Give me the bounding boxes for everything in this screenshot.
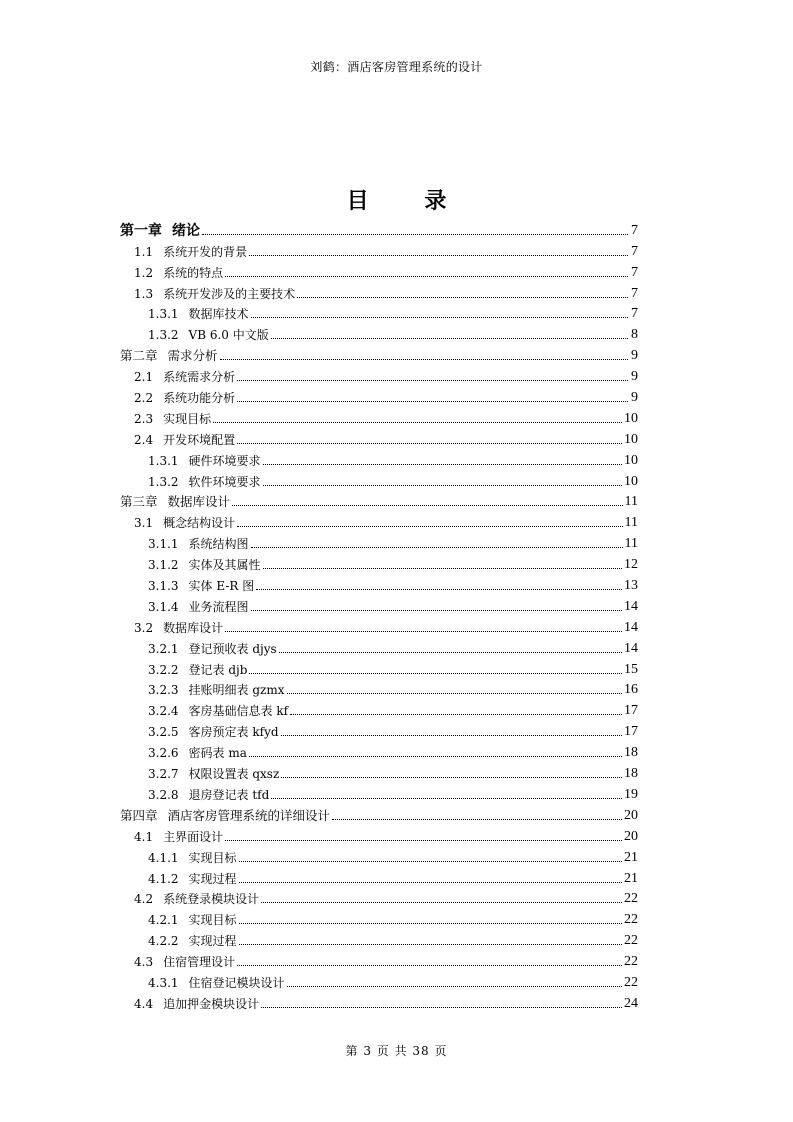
toc-entry-number: 3.2.4 bbox=[148, 704, 179, 719]
toc-entry-label: 硬件环境要求 bbox=[188, 453, 261, 468]
toc-entry-number: 第四章 bbox=[120, 807, 158, 823]
dot-leader bbox=[290, 714, 622, 715]
toc-entry-page-number: 15 bbox=[624, 661, 638, 677]
toc-entry-number: 4.2.1 bbox=[148, 913, 179, 928]
dot-leader bbox=[287, 693, 622, 694]
toc-entry[interactable] bbox=[120, 238, 638, 259]
toc-entry-label: 系统功能分析 bbox=[163, 391, 236, 406]
toc-entry-number: 2.2 bbox=[134, 391, 154, 406]
toc-title: 目 录 bbox=[346, 189, 471, 214]
toc-entry-page-number: 18 bbox=[624, 766, 638, 782]
toc-entry-label: 开发环境配置 bbox=[163, 432, 236, 447]
toc-entry-number: 第二章 bbox=[120, 348, 158, 364]
toc-entry[interactable] bbox=[120, 280, 638, 301]
toc-entry-page-number: 22 bbox=[624, 974, 638, 990]
toc-entry[interactable] bbox=[120, 614, 638, 635]
toc-entry[interactable] bbox=[120, 217, 638, 238]
toc-entry-label: 密码表 ma bbox=[188, 746, 247, 761]
dot-leader bbox=[220, 359, 628, 360]
toc-entry-number: 4.1.1 bbox=[148, 850, 179, 865]
dot-leader bbox=[251, 547, 623, 548]
toc-entry-page-number: 7 bbox=[631, 306, 638, 322]
toc-entry-label: 绪论 bbox=[172, 222, 200, 239]
toc-entry-label: 系统的特点 bbox=[163, 265, 224, 280]
toc-entry-number: 第一章 bbox=[120, 222, 162, 239]
dot-leader bbox=[237, 380, 628, 381]
toc-entry-number: 4.1.2 bbox=[148, 871, 179, 886]
dot-leader bbox=[249, 673, 622, 674]
toc-entry-number: 1.1 bbox=[134, 244, 154, 259]
toc-entry[interactable] bbox=[120, 468, 638, 489]
toc-entry[interactable] bbox=[120, 301, 638, 322]
toc-entry[interactable] bbox=[120, 906, 638, 927]
dot-leader bbox=[251, 317, 628, 318]
toc-entry-page-number: 9 bbox=[631, 369, 638, 385]
toc-entry-page-number: 16 bbox=[624, 682, 638, 698]
toc-entry-number: 1.3 bbox=[134, 286, 154, 301]
toc-entry-number: 2.3 bbox=[134, 411, 154, 426]
toc-entry-page-number: 21 bbox=[624, 849, 638, 865]
dot-leader bbox=[263, 464, 622, 465]
toc-entry[interactable] bbox=[120, 948, 638, 969]
toc-entry-label: 实体 E-R 图 bbox=[188, 579, 255, 594]
toc-entry-number: 3.1.4 bbox=[148, 599, 179, 614]
toc-entry-number: 4.4 bbox=[134, 996, 154, 1011]
toc-entry-label: 酒店客房管理系统的详细设计 bbox=[167, 807, 331, 823]
toc-entry[interactable] bbox=[120, 677, 638, 698]
toc-entry-label: 系统登录模块设计 bbox=[163, 892, 260, 907]
dot-leader bbox=[256, 589, 622, 590]
toc-entry-page-number: 13 bbox=[624, 578, 638, 594]
dot-leader bbox=[225, 840, 622, 841]
toc-entry-label: 系统开发涉及的主要技术 bbox=[163, 286, 296, 301]
toc-entry-label: 概念结构设计 bbox=[163, 516, 236, 531]
toc-entry-label: 数据库设计 bbox=[167, 494, 231, 510]
toc-entry-label: 实现目标 bbox=[188, 913, 237, 928]
toc-entry-number: 4.2 bbox=[134, 892, 154, 907]
toc-entry-number: 4.3.1 bbox=[148, 975, 179, 990]
toc-entry-number: 3.2.7 bbox=[148, 767, 179, 782]
toc-entry-label: 权限设置表 qxsz bbox=[188, 767, 280, 782]
dot-leader bbox=[239, 944, 622, 945]
toc-entry-label: 退房登记表 tfd bbox=[188, 787, 270, 802]
toc-entry-label: 主界面设计 bbox=[163, 829, 224, 844]
toc-entry-label: 数据库设计 bbox=[163, 620, 224, 635]
toc-entry-number: 2.1 bbox=[134, 370, 154, 385]
toc-entry[interactable] bbox=[120, 426, 638, 447]
toc-entry[interactable] bbox=[120, 739, 638, 760]
dot-leader bbox=[249, 756, 622, 757]
toc-entry-page-number: 7 bbox=[631, 243, 638, 259]
toc-entry-label: 追加押金模块设计 bbox=[163, 996, 260, 1011]
dot-leader bbox=[263, 485, 622, 486]
toc-entry[interactable] bbox=[120, 781, 638, 802]
toc-entry-page-number: 7 bbox=[631, 264, 638, 280]
toc-entry-page-number: 24 bbox=[624, 995, 638, 1011]
dot-leader bbox=[213, 422, 622, 423]
toc-entry[interactable] bbox=[120, 321, 638, 342]
toc-entry-number: 1.2 bbox=[134, 265, 154, 280]
toc-entry-number: 3.1.2 bbox=[148, 558, 179, 573]
dot-leader bbox=[281, 735, 622, 736]
toc-entry-label: 系统开发的背景 bbox=[163, 244, 248, 259]
toc-entry-label: 客房基础信息表 kf bbox=[188, 704, 289, 719]
toc-entry-number: 1.3.2 bbox=[148, 474, 179, 489]
toc-entry-number: 4.3 bbox=[134, 955, 154, 970]
toc-entry-label: 客房预定表 kfyd bbox=[188, 725, 279, 740]
toc-entry-label: 住宿登记模块设计 bbox=[188, 975, 285, 990]
toc-entry[interactable] bbox=[120, 635, 638, 656]
toc-entry-label: 实现目标 bbox=[188, 850, 237, 865]
dot-leader bbox=[237, 965, 622, 966]
toc-entry-label: 需求分析 bbox=[167, 348, 218, 364]
toc-entry[interactable] bbox=[120, 656, 638, 677]
toc-entry-number: 第三章 bbox=[120, 494, 158, 510]
toc-entry-page-number: 20 bbox=[624, 828, 638, 844]
dot-leader bbox=[237, 401, 628, 402]
dot-leader bbox=[239, 861, 622, 862]
toc-entry-page-number: 14 bbox=[624, 619, 638, 635]
toc-entry-number: 3.2.2 bbox=[148, 662, 179, 677]
toc-entry-number: 3.1.1 bbox=[148, 537, 179, 552]
toc-entry[interactable] bbox=[120, 886, 638, 907]
toc-entry-page-number: 20 bbox=[624, 807, 638, 823]
toc-entry-number: 3.2.3 bbox=[148, 683, 179, 698]
toc-entry-label: 实现过程 bbox=[188, 934, 237, 949]
toc-entry-page-number: 8 bbox=[631, 327, 638, 343]
dot-leader bbox=[281, 777, 622, 778]
dot-leader bbox=[239, 923, 622, 924]
toc-entry[interactable] bbox=[120, 718, 638, 739]
toc-entry-number: 3.1.3 bbox=[148, 579, 179, 594]
toc-entry-label: 实体及其属性 bbox=[188, 558, 261, 573]
toc-entry-page-number: 14 bbox=[624, 640, 638, 656]
toc-entry[interactable] bbox=[120, 530, 638, 551]
toc-entry[interactable] bbox=[120, 447, 638, 468]
toc-entry-page-number: 17 bbox=[624, 703, 638, 719]
toc-entry-page-number: 10 bbox=[624, 431, 638, 447]
toc-entry-page-number: 22 bbox=[624, 954, 638, 970]
dot-leader bbox=[225, 276, 628, 277]
toc-entry[interactable] bbox=[120, 363, 638, 384]
dot-leader bbox=[279, 652, 622, 653]
running-header: 刘鹤：酒店客房管理系统的设计 bbox=[310, 60, 483, 74]
dot-leader bbox=[332, 819, 622, 820]
toc-entry-number: 1.3.2 bbox=[148, 328, 179, 343]
toc-entry[interactable] bbox=[120, 927, 638, 948]
toc-entry-page-number: 11 bbox=[624, 536, 638, 552]
toc-entry-page-number: 9 bbox=[631, 348, 638, 364]
toc-entry-number: 2.4 bbox=[134, 432, 154, 447]
toc-entry-number: 1.3.1 bbox=[148, 453, 179, 468]
dot-leader bbox=[261, 1007, 622, 1008]
page-footer: 第 3 页 共 38 页 bbox=[345, 1044, 448, 1058]
dot-leader bbox=[287, 986, 622, 987]
toc-entry-page-number: 10 bbox=[624, 452, 638, 468]
toc-entry[interactable] bbox=[120, 990, 638, 1011]
toc-entry[interactable] bbox=[120, 384, 638, 405]
toc-entry[interactable] bbox=[120, 865, 638, 886]
dot-leader bbox=[271, 338, 628, 339]
toc-entry-page-number: 10 bbox=[624, 473, 638, 489]
toc-entry-label: VB 6.0 中文版 bbox=[188, 328, 269, 343]
dot-leader bbox=[251, 610, 622, 611]
toc-entry-number: 3.1 bbox=[134, 516, 154, 531]
dot-leader bbox=[239, 882, 622, 883]
toc-entry-page-number: 7 bbox=[631, 222, 638, 238]
toc-entry-page-number: 18 bbox=[624, 745, 638, 761]
toc-entry-page-number: 7 bbox=[631, 285, 638, 301]
toc-entry-page-number: 12 bbox=[624, 557, 638, 573]
toc-entry[interactable] bbox=[120, 969, 638, 990]
toc-entry-page-number: 14 bbox=[624, 598, 638, 614]
dot-leader bbox=[237, 526, 622, 527]
toc-entry-label: 实现过程 bbox=[188, 871, 237, 886]
dot-leader bbox=[249, 255, 628, 256]
toc-entry-label: 实现目标 bbox=[163, 411, 212, 426]
toc-entry-label: 登记预收表 djys bbox=[188, 641, 277, 656]
toc-entry[interactable] bbox=[120, 259, 638, 280]
dot-leader bbox=[225, 631, 622, 632]
toc-entry[interactable] bbox=[120, 551, 638, 572]
toc-entry-number: 4.2.2 bbox=[148, 934, 179, 949]
toc-entry-number: 1.3.1 bbox=[148, 307, 179, 322]
toc-entry-page-number: 11 bbox=[624, 494, 638, 510]
toc-entry-page-number: 22 bbox=[624, 912, 638, 928]
toc-entry-number: 3.2.8 bbox=[148, 787, 179, 802]
toc-entry-page-number: 17 bbox=[624, 724, 638, 740]
table-of-contents bbox=[120, 217, 638, 1011]
toc-entry[interactable] bbox=[120, 489, 638, 510]
toc-entry[interactable] bbox=[120, 823, 638, 844]
dot-leader bbox=[263, 568, 622, 569]
toc-entry-page-number: 10 bbox=[624, 410, 638, 426]
toc-entry[interactable] bbox=[120, 802, 638, 823]
toc-entry-page-number: 21 bbox=[624, 870, 638, 886]
dot-leader bbox=[232, 505, 622, 506]
toc-entry-page-number: 11 bbox=[624, 515, 638, 531]
toc-entry-label: 数据库技术 bbox=[188, 307, 249, 322]
toc-entry-page-number: 19 bbox=[624, 786, 638, 802]
toc-entry-label: 住宿管理设计 bbox=[163, 955, 236, 970]
toc-entry[interactable] bbox=[120, 342, 638, 363]
toc-entry[interactable] bbox=[120, 697, 638, 718]
toc-entry-number: 3.2 bbox=[134, 620, 154, 635]
toc-entry[interactable] bbox=[120, 844, 638, 865]
dot-leader bbox=[297, 297, 628, 298]
toc-entry[interactable] bbox=[120, 509, 638, 530]
toc-entry-label: 挂账明细表 gzmx bbox=[188, 683, 285, 698]
toc-entry-label: 软件环境要求 bbox=[188, 474, 261, 489]
toc-entry-label: 系统需求分析 bbox=[163, 370, 236, 385]
toc-entry-number: 3.2.5 bbox=[148, 725, 179, 740]
toc-entry-number: 4.1 bbox=[134, 829, 154, 844]
toc-entry-label: 系统结构图 bbox=[188, 537, 249, 552]
toc-entry-page-number: 22 bbox=[624, 891, 638, 907]
toc-entry[interactable] bbox=[120, 405, 638, 426]
dot-leader bbox=[261, 902, 622, 903]
dot-leader bbox=[237, 443, 622, 444]
toc-entry-label: 登记表 djb bbox=[188, 662, 248, 677]
toc-entry-number: 3.2.1 bbox=[148, 641, 179, 656]
toc-entry-page-number: 22 bbox=[624, 933, 638, 949]
toc-entry[interactable] bbox=[120, 760, 638, 781]
toc-entry[interactable] bbox=[120, 593, 638, 614]
dot-leader bbox=[271, 798, 622, 799]
dot-leader bbox=[202, 234, 628, 235]
toc-entry[interactable] bbox=[120, 572, 638, 593]
toc-entry-number: 3.2.6 bbox=[148, 746, 179, 761]
toc-entry-label: 业务流程图 bbox=[188, 599, 249, 614]
toc-entry-page-number: 9 bbox=[631, 390, 638, 406]
